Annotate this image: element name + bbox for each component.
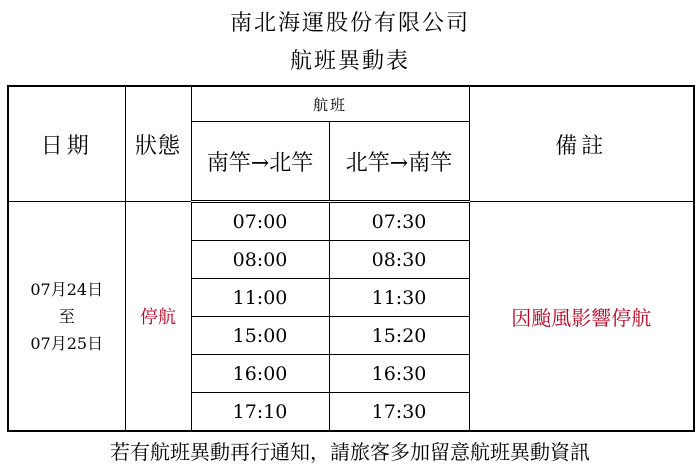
time-south-to-north: 08:00: [191, 241, 329, 279]
date-to-word: 至: [58, 306, 75, 326]
header-row-top: [8, 86, 694, 122]
time-south-to-north: 11:00: [191, 279, 329, 317]
company-name: 南北海運股份有限公司: [229, 11, 470, 36]
time-north-to-south: 11:30: [329, 279, 469, 317]
time-north-to-south: 15:20: [329, 317, 469, 355]
time-north-to-south: 08:30: [329, 241, 469, 279]
table-row: [8, 202, 694, 241]
date-to: 07月25日: [30, 333, 104, 353]
document-title: 航班異動表: [289, 49, 410, 74]
schedule-table: [7, 85, 695, 432]
time-south-to-north: 15:00: [191, 317, 329, 355]
time-north-to-south: 07:30: [329, 202, 469, 241]
header-date: 日期: [8, 86, 125, 202]
time-south-to-north: 16:00: [191, 355, 329, 393]
header-voyage: 航班: [191, 86, 469, 122]
time-north-to-south: 16:30: [329, 355, 469, 393]
header-remark: 備註: [469, 86, 694, 202]
header-route-north-to-south: 北竿→南竿: [329, 122, 469, 202]
time-north-to-south: 17:30: [329, 393, 469, 432]
date-from: 07月24日: [30, 279, 104, 299]
time-south-to-north: 17:10: [191, 393, 329, 432]
remark-cell: 因颱風影響停航: [469, 202, 694, 432]
header-status: 狀態: [125, 86, 191, 202]
status-suspended: 停航: [125, 202, 191, 432]
date-range-cell: [8, 202, 125, 432]
footer-note: 若有航班異動再行通知，請旅客多加留意航班異動資訊: [110, 440, 590, 464]
time-south-to-north: 07:00: [191, 202, 329, 241]
header-route-south-to-north: 南竿→北竿: [191, 122, 329, 202]
